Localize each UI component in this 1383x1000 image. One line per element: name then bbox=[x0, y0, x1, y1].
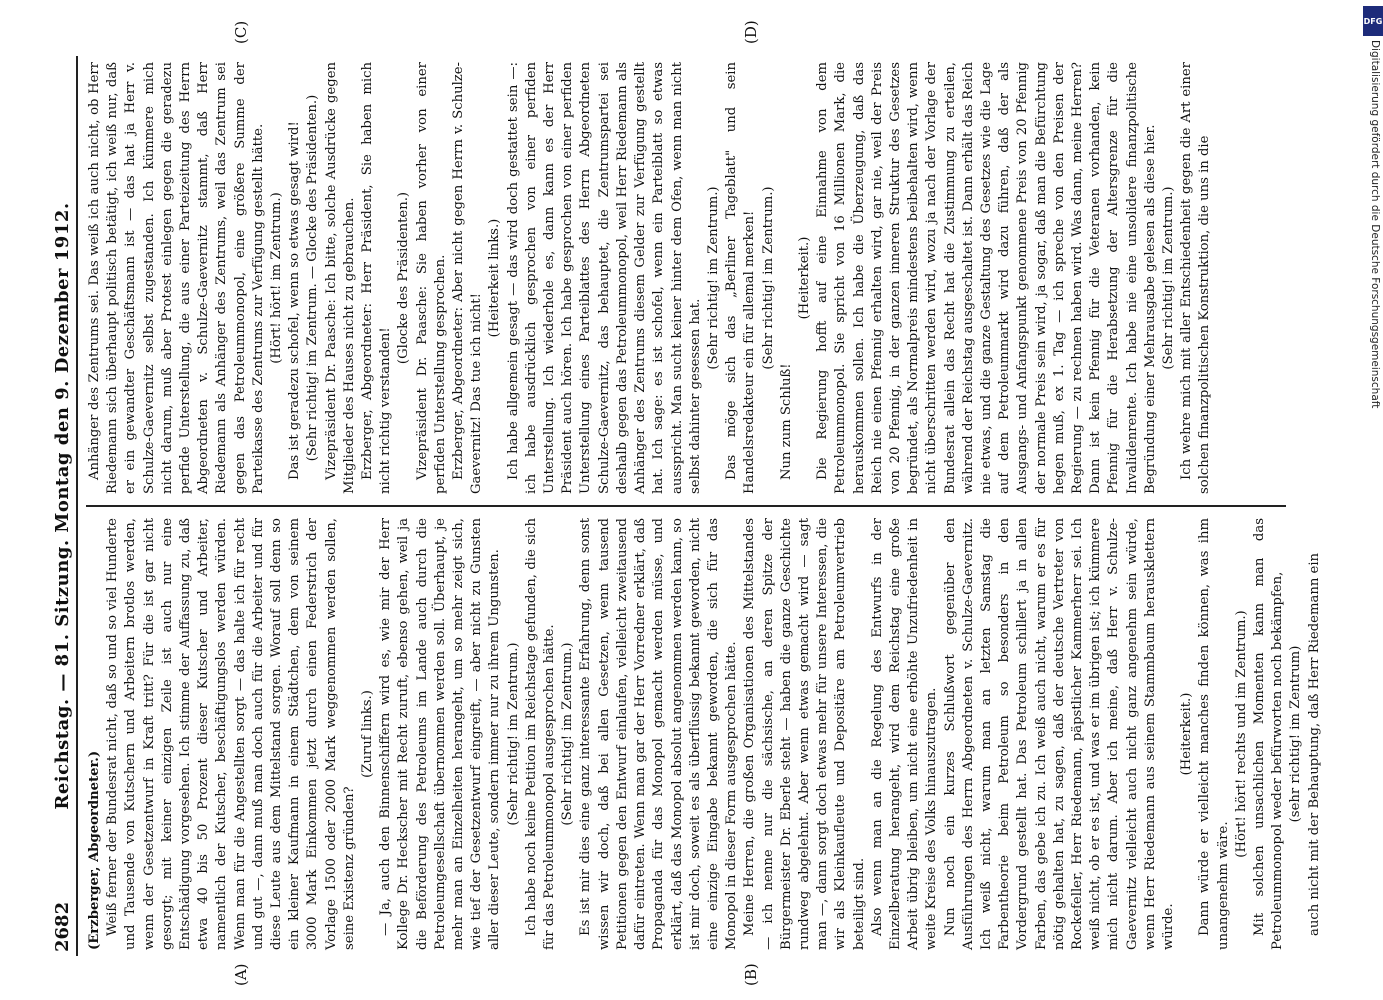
interjection: (Sehr richtig! im Zentrum.) bbox=[505, 642, 521, 826]
margin-mark-d: (D) bbox=[742, 20, 760, 44]
interjection: (Sehr richtig! im Zentrum. — Glocke des Präsidenten.) bbox=[305, 94, 321, 462]
paragraph: Also wenn man an die Regelung des Entwurfs in der Einzelberatung herangeht, wird dem Reichstag eine große Arbeit übrig bleiben, um nicht eine erhöhte Unzufriedenheit in weite Kreise des Volks hinauszutragen. bbox=[869, 518, 940, 950]
column-divider bbox=[86, 506, 1286, 508]
interjection: (sehr richtig! im Zentrum) bbox=[1288, 645, 1304, 823]
interjection: (Glocke des Präsidenten.) bbox=[396, 191, 412, 365]
page-header bbox=[52, 56, 78, 956]
paragraph: Es ist mir dies eine ganz interessante Erfahrung, denn sonst wissen wir doch, daß bei allen Gesetzen, wenn tausend Petitionen gegen den Entwurf einlaufen, vielleicht zweitausend dafür eintreten. Wenn man gar der Herr Vorredner erklärt, daß Propaganda für das Monopol gemacht werden müsse, und erklärt, daß das Monopol absolut angenommen werden kann, so ist mir doch, soweit es als überflüssig bekannt geworden, nicht eine einzige Eingabe bekannt geworden, die sich für das Monopol in dieser Form ausgesprochen hätte. bbox=[578, 518, 740, 950]
paragraph: Anhänger des Zentrums sei. Das weiß ich auch nicht, ob Herr Riedemann sich überhaupt politisch betätigt, ich weiß nur, daß er ein gewandter Geschäftsmann ist — das hat ja Herr v. Schulze-Gaevernitz selbst zugestanden. Ich kümmere mich nicht darum, muß aber Protest einlegen gegen die geradezu perfide Unterstellung, die aus einer Parteizeitung des Herrn Abgeordneten v. Schulze-Gaevernitz stammt, daß Herr Riedemann als Anhänger des Zentrums, weil das Zentrum sei gegen das Petroleummonopol, eine größere Summe der Parteikasse des Zentrums zur Verfügung gestellt hätte. bbox=[87, 62, 266, 494]
paragraph: Ich habe noch keine Petition im Reichstage gefunden, die sich für das Petroleummonopol ausgesprochen hätte. bbox=[523, 518, 558, 950]
interjection: (Sehr richtig! im Zentrum.) bbox=[1160, 186, 1176, 370]
interjection: (Hört! hört! im Zentrum.) bbox=[269, 192, 285, 364]
paragraph: Dann würde er vielleicht manches finden können, was ihm unangenehm wäre. bbox=[1197, 518, 1231, 950]
header-title: Reichstag. — 81. Sitzung. Montag den 9. Dezember 1912. bbox=[52, 202, 73, 810]
digitization-note: Digitalisierung gefördert durch die Deutsche Forschungsgemeinschaft bbox=[1369, 40, 1381, 409]
paragraph: — Ja, auch den Binnenschiffern wird es, wie mir der Herr Kollege Dr. Heckscher mit Recht zuruft, ebenso gehen, weil ja die Beförderung des Petroleums im Lande auch durch die Petroleumgesellschaft übernommen werden soll. Überhaupt, je mehr man an Einzelheiten herangeht, um so mehr zeigt sich, wie tief der Gesetzentwurf eingreift, — aber nicht zu Gunsten aller dieser Leute, sondern immer nur zu ihrem Ungunsten. bbox=[378, 518, 503, 950]
paragraph: Weiß ferner der Bundesrat nicht, daß so und so viel Hunderte und Tausende von Kutschern und Arbeitern brotlos werden, wenn der Gesetzentwurf in Kraft tritt? Für die ist gar nicht gesorgt; mit keiner einzigen Zeile ist auch nur eine Entschädigung vorgesehen. Ich stimme der Auffassung zu, daß etwa 40 bis 50 Prozent dieser Kutscher und Arbeiter, namentlich der Kutscher, beschäftigungslos werden würden. Wenn man für die Angestellten sorgt — das halte ich für recht und gut —, dann muß man doch auch für die Arbeiter und für diese Leute aus dem Mittelstand sorgen. Worauf soll denn so ein kleiner Kaufmann in einem Städtchen, dem von seinem 3000 Mark Einkommen jetzt durch einen Federstrich der Vorlage 1500 oder 2000 Mark weggenommen werden sollen, seine Existenz gründen? bbox=[105, 518, 357, 950]
interjection: (Heiterkeit.) bbox=[1179, 692, 1195, 776]
right-column bbox=[86, 62, 1286, 494]
interjection: (Hört! hört! rechts und im Zentrum.) bbox=[1233, 610, 1249, 858]
page-number: 2682 bbox=[52, 901, 73, 952]
dfg-logo bbox=[1363, 6, 1383, 36]
margin-mark-c: (C) bbox=[232, 20, 250, 44]
interjection: (Zuruf links.) bbox=[360, 690, 376, 778]
paragraph: Mit solchen unsachlichen Momenten kann man das Petroleummonopol weder befürworten noch bekämpfen, bbox=[1252, 518, 1286, 950]
speaker-line: (Erzberger, Abgeordneter.) bbox=[87, 750, 102, 950]
interjection: (Heiterkeit links.) bbox=[487, 218, 503, 338]
paragraph: Die Regierung hofft auf eine Einnahme von dem Petroleummonopol. Sie spricht von 16 Millionen Mark, die herauskommen sollen. Ich habe die Überzeugung, daß das Reich nie einen Pfennig erhalten wird, gar nie, weil der Preis von 20 Pfennig, in der ganzen inneren Struktur des Gesetzes begründet, als Normalpreis mindestens beibehalten wird, wenn nicht überschritten werden wird, wozu ja nach der Vorlage der Bundesrat allein das Recht hat die Zustimmung zu erteilen, während der Reichstag ausgeschaltet ist. Dann erhält das Reich nie etwas, und die ganze Gestaltung des Gesetzes wie die Lage auf dem Petroleummarkt wird dazu führen, daß der als Ausgangs- und Anfangspunkt genommene Preis von 20 Pfennig der normale Preis sein wird, ja sogar, daß man die Befürchtung hegen muß, ex 1. Tag — ich spreche von den Preisen der Regierung — zu rechnen haben wird. Was dann, meine Herren? Dann ist kein Pfennig für die Veteranen vorhanden, kein Pfennig für die Herabsetzung der Altersgrenze für die Invalidenrente. Ich habe nie eine unsolidere finanzpolitische Begründung einer Mehrausgabe gelesen als diese hier. bbox=[815, 62, 1158, 494]
margin-mark-b: (B) bbox=[742, 963, 760, 986]
left-column bbox=[86, 518, 1322, 950]
paragraph: Erzberger, Abgeordneter: Aber nicht gegen Herrn v. Schulze-Gaevernitz! Das tue ich nicht! bbox=[451, 62, 485, 494]
paragraph: Ich habe allgemein gesagt — das wird doch gestattet sein —: ich habe ausdrücklich gesprochen von einer perfiden Unterstellung. Ich wiederhole es, dann kann es der Herr Präsident auch hören. Ich habe gesprochen von einer perfiden Unterstellung eines Parteiblattes des Herrn Abgeordneten Schulze-Gaevernitz, das behauptet, die Zentrumspartei sei deshalb gegen das Petroleummonopol, weil Herr Riedemann als Anhänger des Zentrums diesem Gelder zur Verfügung gestellt hat. Ich sage: es ist schofel, wenn ein Parteiblatt so etwas ausspricht. Man sucht keiner hinter dem Ofen, wenn man nicht selbst dahinter gesessen hat. bbox=[505, 62, 703, 494]
side-note-wrap bbox=[1367, 40, 1381, 940]
paragraph: Das ist geradezu schofel, wenn so etwas gesagt wird! bbox=[287, 121, 303, 480]
paragraph: Vizepräsident Dr. Paasche: Ich bitte, solche Ausdrücke gegen Mitglieder des Hauses nicht zu gebrauchen. bbox=[323, 62, 357, 494]
paragraph: auch nicht mit der Behauptung, daß Herr Riedemann ein bbox=[1306, 552, 1322, 936]
interjection: (Sehr richtig! im Zentrum.) bbox=[705, 186, 721, 370]
paragraph: Vizepräsident Dr. Paasche: Sie haben vorher von einer perfiden Unterstellung gesprochen. bbox=[414, 62, 448, 494]
paragraph: Das möge sich das „Berliner Tageblatt" und sein Handelsredakteur ein für allemal merken! bbox=[724, 62, 758, 494]
dfg-logo-text: DFG bbox=[1363, 16, 1383, 26]
interjection: (Heiterkeit.) bbox=[796, 236, 812, 320]
paragraph: Nun noch ein kurzes Schlußwort gegenüber den Ausführungen des Herrn Abgeordneten v. Schulze-Gaevernitz. Ich weiß nicht, warum man an letzten Samstag die Farbentheorie beim Petroleum so besonders in den Vordergrund gestellt hat. Das Petroleum schillert ja in allen Farben, das gebe ich zu. Ich weiß auch nicht, warum er es für nötig gehalten hat, zu sagen, daß der deutsche Vertreter von Rockefeller, Herr Riedemann, päpstlicher Kammerherr sei. Ich weiß nicht, ob er es ist, und was er im übrigen ist; ich kümmere mich nicht darum. Aber ich meine, daß Herr v. Schulze-Gaevernitz vielleicht auch nicht ganz angenehm sein würde, wenn Herr Riedemann aus seinem Stammbaum herausklettern würde. bbox=[942, 518, 1176, 950]
margin-mark-a: (A) bbox=[232, 963, 250, 986]
newspaper-page bbox=[52, 20, 1322, 986]
paragraph: Meine Herren, die großen Organisationen des Mittelstandes — ich nenne nur die sächsische, an deren Spitze der Bürgermeister Dr. Eberle steht — haben die ganze Geschichte rundweg abgelehnt. Aber wenn etwas gemacht wird — sagt man —, dann sorgt doch etwas mehr für unsere Interessen, die wir als Kleinkaufleute und Depositäre am Petroleumvertrieb beteiligt sind. bbox=[742, 518, 867, 950]
paragraph: Nun zum Schluß! bbox=[778, 363, 794, 480]
paragraph: Ich wehre mich mit aller Entschiedenheit gegen die Art einer solchen finanzpolitischen Konstruktion, die uns in die bbox=[1179, 62, 1213, 494]
paragraph: Erzberger, Abgeordneter: Herr Präsident, Sie haben mich nicht richtig verstanden! bbox=[360, 62, 394, 494]
interjection: (Sehr richtig! im Zentrum.) bbox=[760, 186, 776, 370]
interjection: (Sehr richtig! im Zentrum.) bbox=[560, 642, 576, 826]
